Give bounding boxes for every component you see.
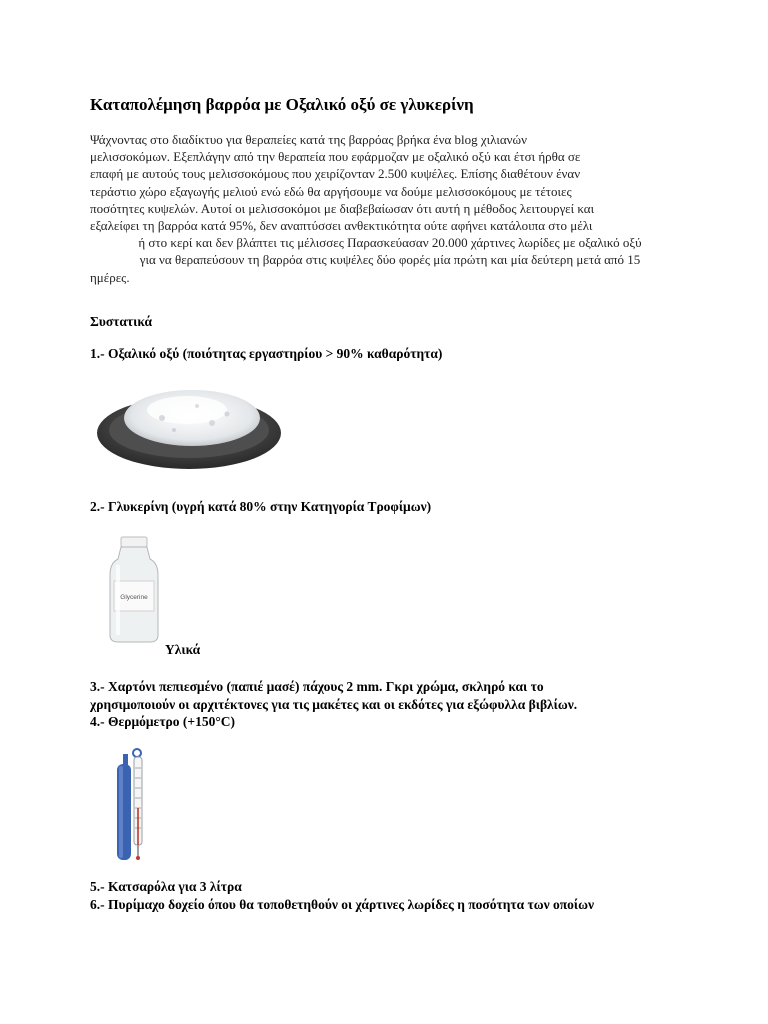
- intro-line: ημέρες.: [90, 269, 130, 285]
- ingredient-item-3-line-2: χρησιμοποιούν οι αρχιτέκτονες για τις μακέτες και οι εκδότες για εξώφυλλα βιβλίων.: [90, 697, 578, 712]
- ingredient-item-4: 4.- Θερμόμετρο (+150°C): [90, 714, 235, 729]
- intro-line: επαφή με αυτούς τους μελισσοκόμους που χειρίζονταν 2.500 κυψέλες. Επίσης διαθέτουν έναν: [90, 166, 581, 182]
- intro-line: για να θεραπεύσουν τη βαρρόα στις κυψέλες δύο φορές μία πρώτη και μία δεύτερη μετά από 15: [139, 252, 641, 268]
- ingredient-item-5: 5.- Κατσαρόλα για 3 λίτρα: [90, 879, 242, 894]
- intro-paragraph: [90, 131, 690, 286]
- intro-line: τεράστιο χώρο εξαγωγής μελιού ενώ εδώ θα αργήσουμε να δούμε μελισσοκόμους με τέτοιες: [90, 183, 572, 199]
- bottle-label: Glycerine: [120, 594, 148, 601]
- intro-line: εξαλείφει τη βαρρόα κατά 95%, δεν αναπτύσσει ανθεκτικότητα ούτε αφήνει κατάλοιπα στο μέλι: [90, 218, 593, 234]
- intro-line: ή στο κερί και δεν βλάπτει τις μέλισσες Παρασκεύασαν 20.000 χάρτινες λωρίδες με οξαλικό οξύ: [138, 235, 642, 251]
- ingredient-item-3-line-1: 3.- Χαρτόνι πεπιεσμένο (παπιέ μασέ) πάχους 2 mm. Γκρι χρώμα, σκληρό και το: [90, 679, 544, 694]
- intro-line: ποσότητες κυψελών. Αυτοί οι μελισσοκόμοι με διαβεβαίωσαν ότι αυτή η μέθοδος λειτουργεί και: [90, 200, 595, 216]
- ingredient-item-1: 1.- Οξαλικό οξύ (ποιότητας εργαστηρίου > 90% καθαρότητα): [90, 346, 443, 361]
- ingredient-item-2: 2.- Γλυκερίνη (υγρή κατά 80% στην Κατηγορία Τροφίμων): [90, 499, 432, 514]
- intro-line: μελισσοκόμων. Εξεπλάγην από την θεραπεία που εφάρμοζαν με οξαλικό οξύ και έτσι ήρθα σε: [90, 149, 581, 165]
- ingredient-item-6: 6.- Πυρίμαχο δοχείο όπου θα τοποθετηθούν οι χάρτινες λωρίδες η ποσότητα των οποίων: [90, 897, 594, 912]
- image-caption: Υλικά: [165, 642, 201, 657]
- ingredients-heading: Συστατικά: [90, 314, 152, 329]
- thermometer-image: [112, 748, 156, 864]
- intro-line: Ψάχνοντας στο διαδίκτυο για θεραπείες κατά της βαρρόας βρήκα ένα blog χιλιανών: [90, 132, 527, 147]
- oxalic-acid-image: [92, 378, 282, 473]
- page-title: Καταπολέμηση βαρρόα με Οξαλικό οξύ σε γλυκερίνη: [90, 95, 474, 114]
- glycerine-bottle-image: [106, 535, 162, 645]
